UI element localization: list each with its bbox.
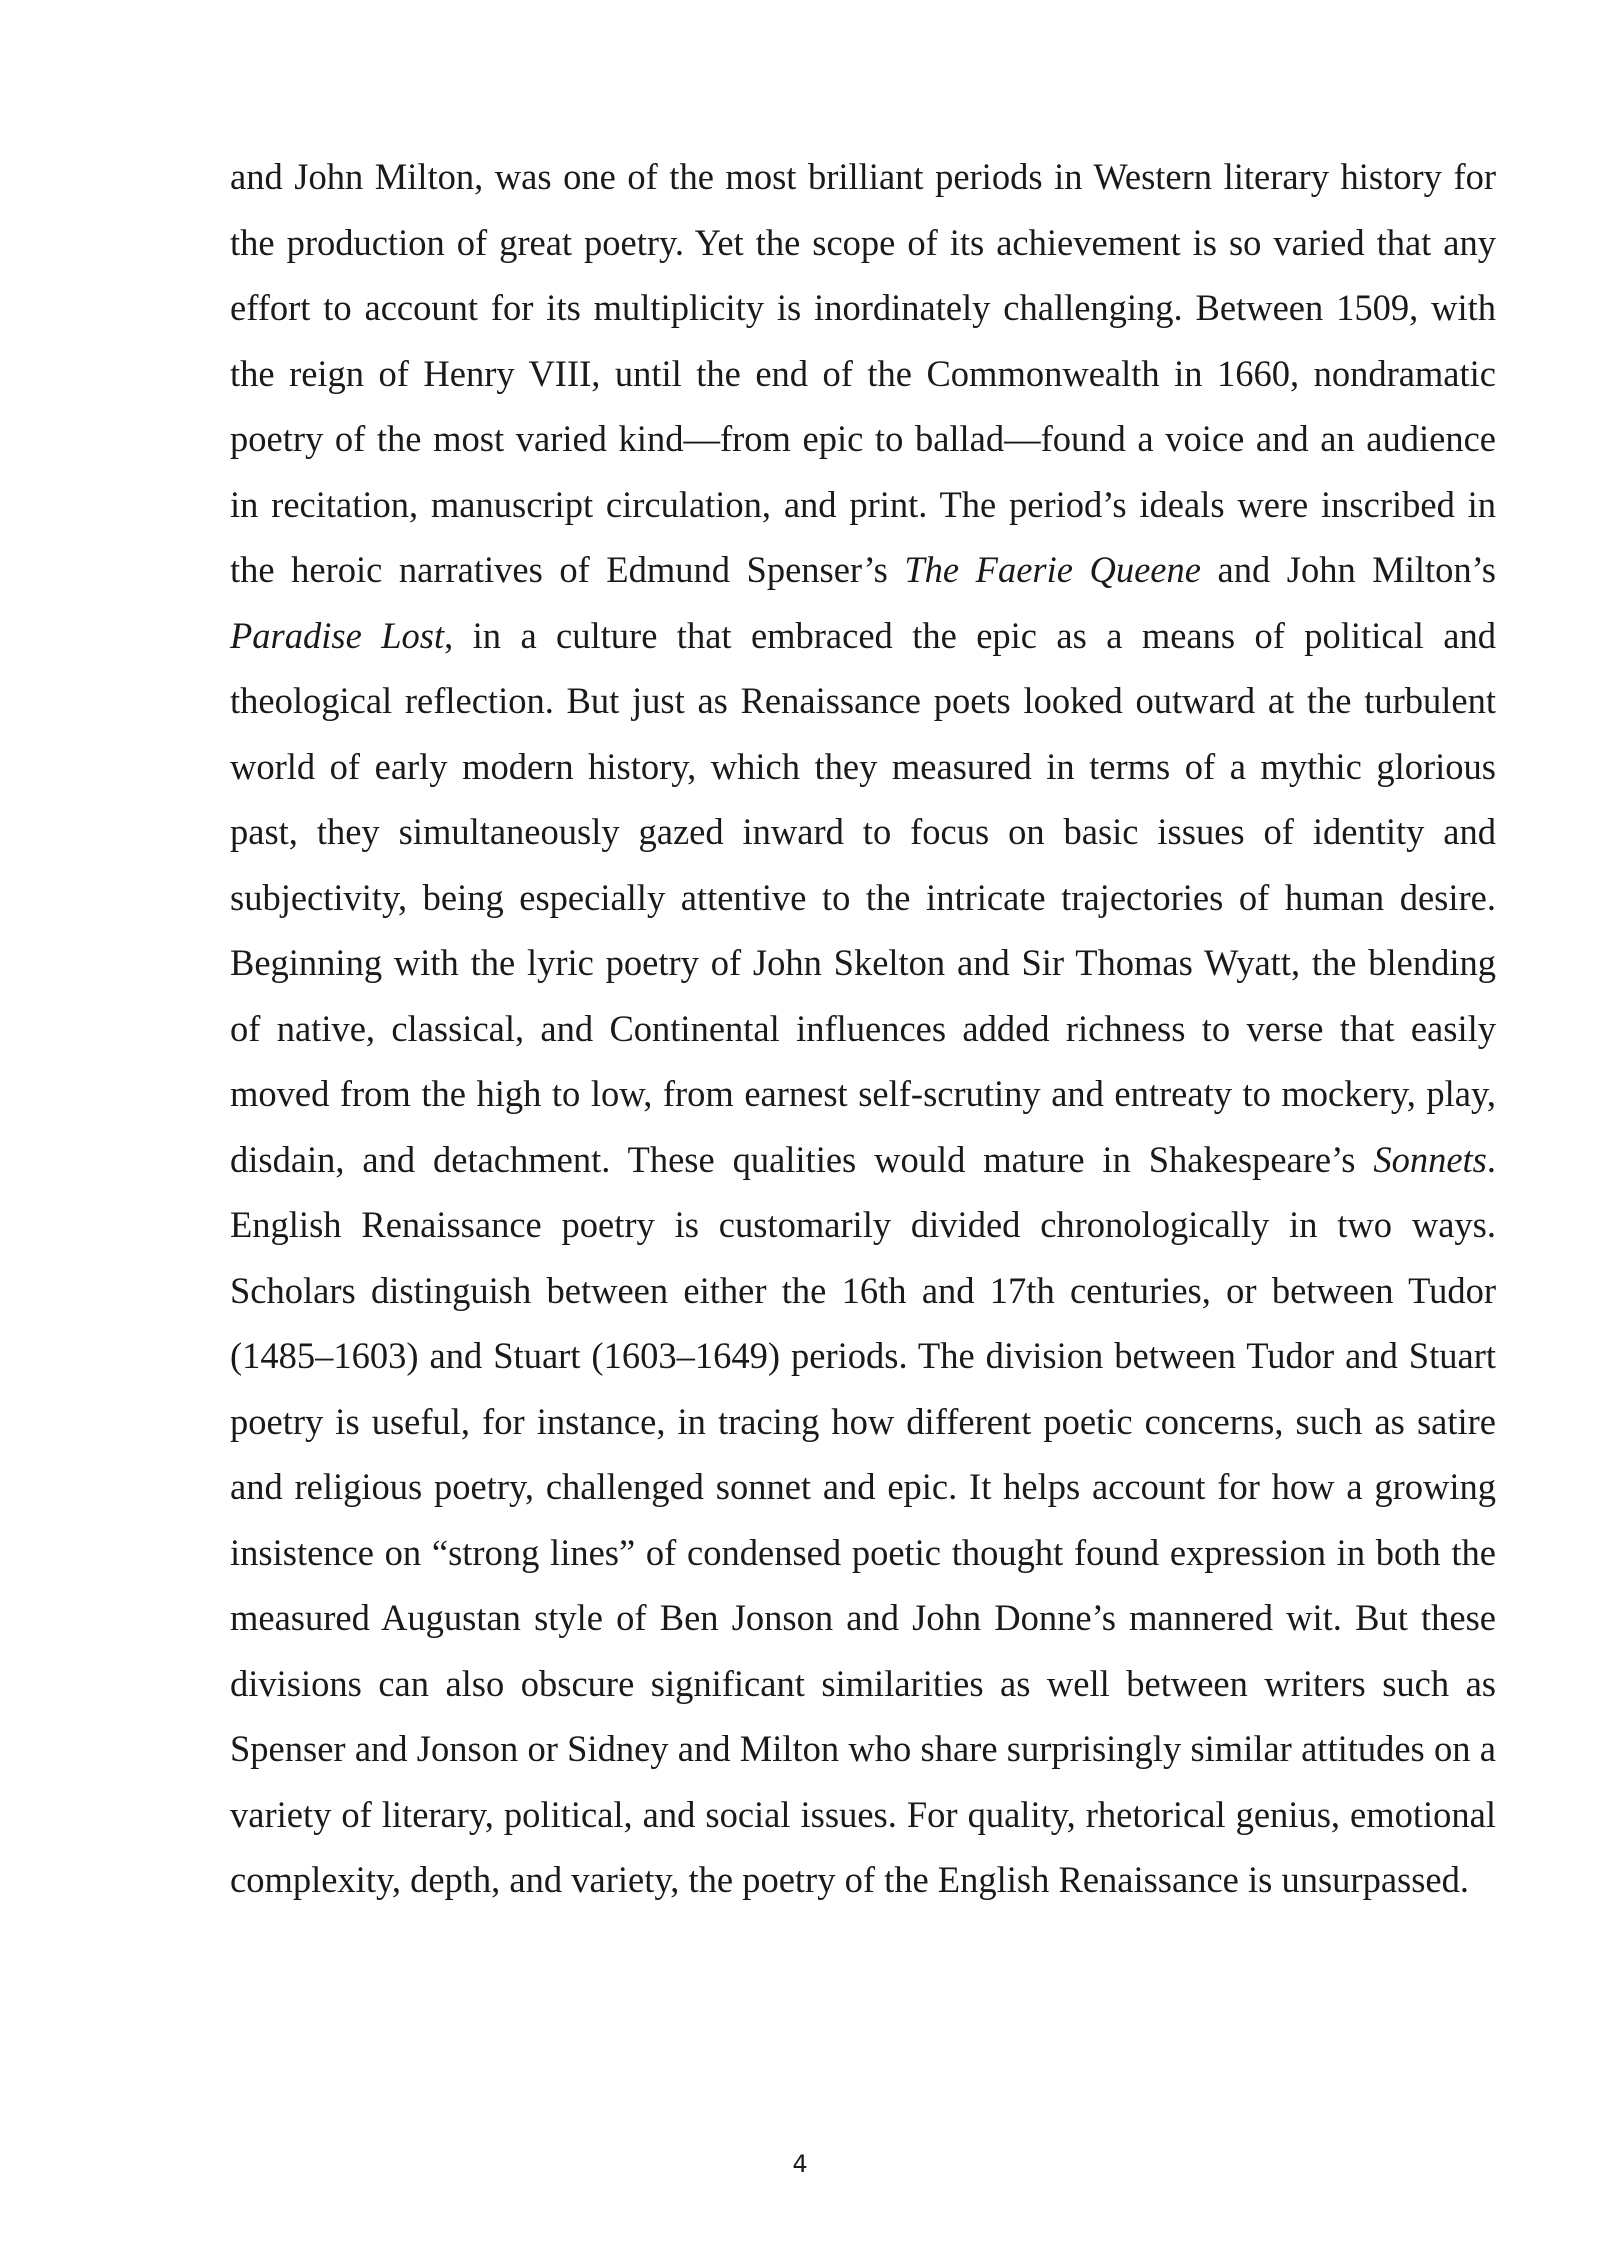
text-run: and John Milton, was one of the most brilliant periods in Western literary history for the production of great poetry. Yet the scope of its achievement is so varied that any effort to account for its multiplicity is inordinately challenging. Between 1509, with the reign of Henry VIII, until the end of the Commonwealth in 1660, nondramatic poetry of the most varied kind—from epic to ballad—found a voice and an audience in recitation, manuscript circulation, and print. The period’s ideals were inscribed in the heroic narratives of Edmund Spenser’s — [230, 156, 1496, 590]
body-text — [230, 144, 1496, 1913]
text-run: and John Milton’s — [1200, 549, 1496, 590]
book-title-paradise-lost: Paradise Lost — [230, 614, 445, 656]
text-run: , in a culture that embraced the epic as a means of political and theological reflection. But just as Renaissance poets looked outward at the turbulent world of early modern history, which they measured in terms of a mythic glorious past, they simultaneously gazed inward to focus on basic issues of identity and subjectivity, being especially attentive to the intricate trajectories of human desire. Beginning with the lyric poetry of John Skelton and Sir Thomas Wyatt, the blending of native, classical, and Continental influences added richness to verse that easily moved from the high to low, from earnest self-scrutiny and entreaty to mockery, play, disdain, and detachment. These qualities would mature in Shakespeare’s — [230, 614, 1496, 1180]
text-run: . English Renaissance poetry is customarily divided chronologically in two ways. Scholars distinguish between either the 16th and 17th centuries, or between Tudor (1485–1603) and Stuart (1603–1649) periods. The division between Tudor and Stuart poetry is useful, for instance, in tracing how different poetic concerns, such as satire and religious poetry, challenged sonnet and epic. It helps account for how a growing insistence on “strong lines” of condensed poetic thought found expression in both the measured Augustan style of Ben Jonson and John Donne’s mannered wit. But these divisions can also obscure significant similarities as well between writers such as Spenser and Jonson or Sidney and Milton who share surprisingly similar attitudes on a variety of literary, political, and social issues. For quality, rhetorical genius, emotional complexity, depth, and variety, the poetry of the English Renaissance is unsurpassed. — [230, 1138, 1496, 1900]
book-title-sonnets: Sonnets — [1373, 1138, 1487, 1180]
page-number: 4 — [792, 2150, 808, 2178]
body-paragraph — [230, 144, 1496, 1913]
book-title-faerie-queene: The Faerie Queene — [904, 549, 1201, 590]
